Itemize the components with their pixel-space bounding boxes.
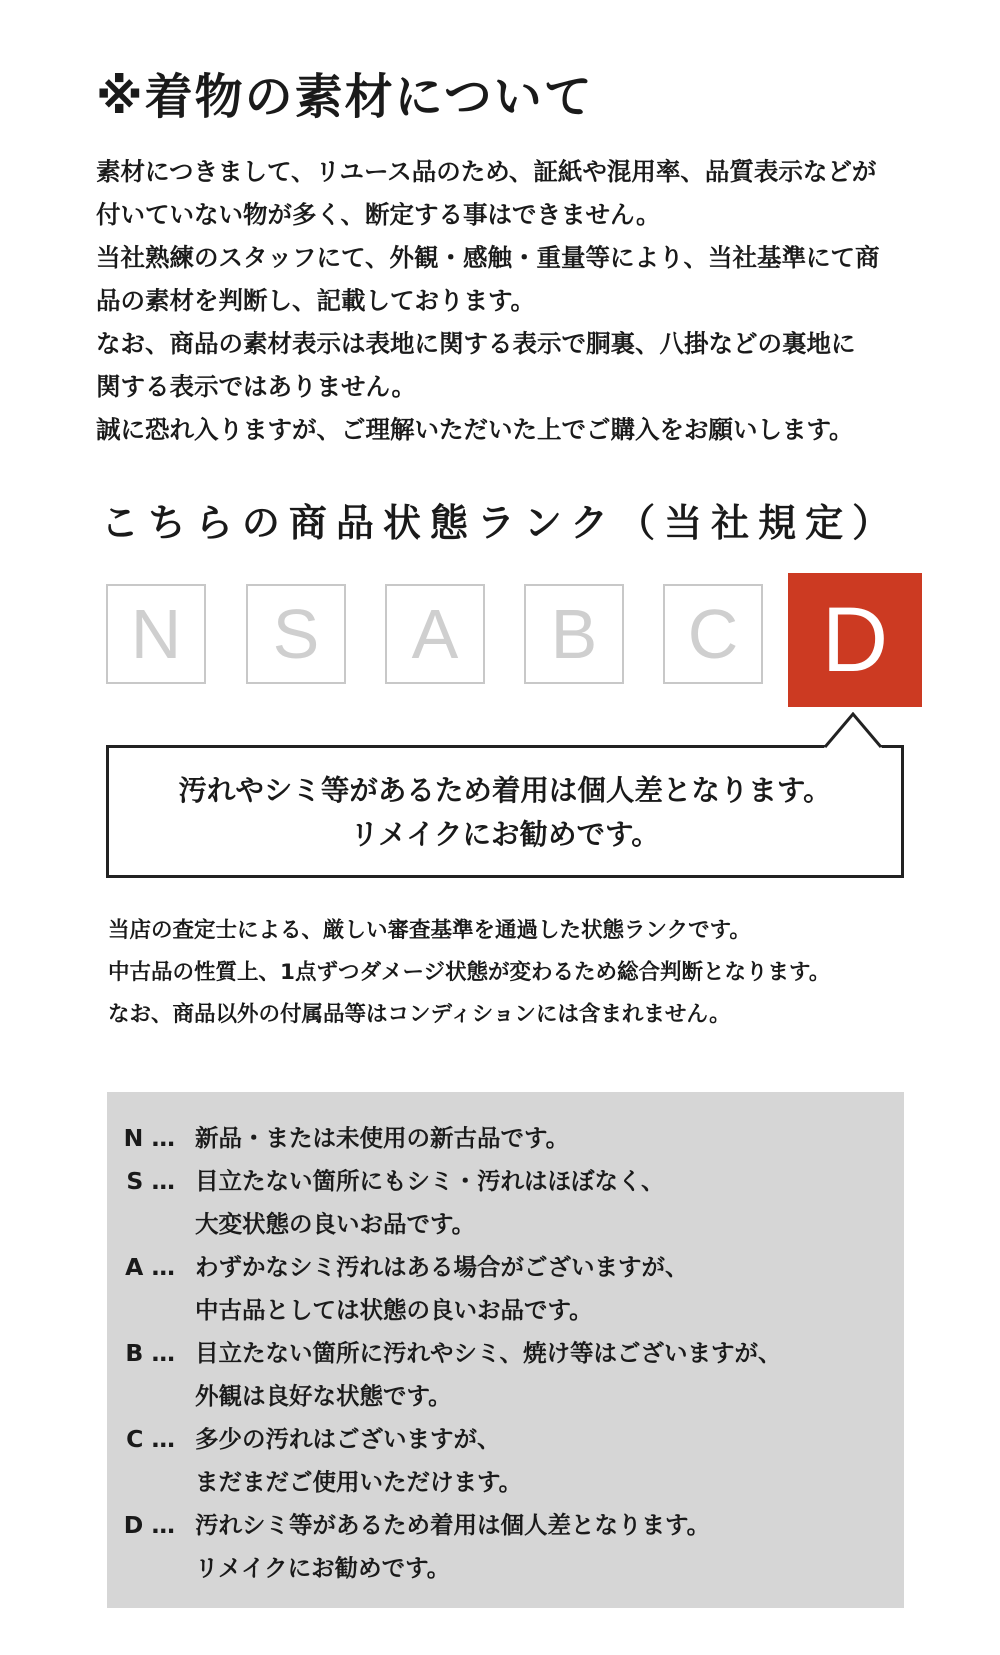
legend-line: まだまだご使用いただけます。 — [195, 1468, 523, 1496]
legend-line: 目立たない箇所に汚れやシミ、焼け等はございますが、 — [195, 1339, 782, 1367]
legend-text — [185, 1504, 710, 1590]
note-line: なお、商品以外の付属品等はコンディションには含まれません。 — [108, 1002, 731, 1027]
intro-line: 付いていない物が多く、断定する事はできません。 — [96, 200, 661, 229]
legend-row-b — [107, 1332, 904, 1418]
legend-line: わずかなシミ汚れはある場合がございますが、 — [195, 1253, 689, 1281]
note-line: 中古品の性質上、1点ずつダメージ状態が変わるため総合判断となります。 — [108, 960, 831, 985]
intro-line: 関する表示ではありません。 — [96, 372, 416, 401]
legend-key: N … — [123, 1124, 175, 1152]
legend-row-c — [107, 1418, 904, 1504]
legend-text — [185, 1117, 569, 1160]
legend-key: D … — [123, 1511, 175, 1539]
intro-line: 品の素材を判断し、記載しております。 — [96, 286, 536, 315]
legend-row-d — [107, 1504, 904, 1590]
legend-text — [185, 1246, 689, 1332]
bubble-line-1: 汚れやシミ等があるため着用は個人差となります。 — [178, 774, 832, 807]
intro-line: 誠に恐れ入りますが、ご理解いただいた上でご購入をお願いします。 — [96, 415, 854, 444]
legend-row-n — [107, 1117, 904, 1160]
legend-text — [185, 1418, 522, 1504]
legend-key: A … — [125, 1253, 175, 1281]
rank-legend — [107, 1092, 904, 1608]
rank-notes — [108, 910, 830, 1036]
legend-row-s — [107, 1160, 904, 1246]
rank-box-d-active: D — [788, 573, 922, 707]
legend-line: 新品・または未使用の新古品です。 — [195, 1124, 570, 1152]
legend-line: 中古品としては状態の良いお品です。 — [195, 1296, 593, 1324]
legend-row-a — [107, 1246, 904, 1332]
legend-line: 大変状態の良いお品です。 — [195, 1210, 476, 1238]
legend-line: 多少の汚れはございますが、 — [195, 1425, 501, 1453]
rank-box-c: C — [663, 584, 763, 684]
bubble-line-2: リメイクにお勧めです。 — [350, 818, 660, 851]
page-title: ※着物の素材について — [96, 69, 594, 125]
legend-line: リメイクにお勧めです。 — [195, 1554, 451, 1582]
note-line: 当店の査定士による、厳しい審査基準を通過した状態ランクです。 — [108, 918, 751, 943]
intro-paragraph — [96, 150, 926, 451]
rank-description-bubble — [106, 745, 904, 878]
intro-line: なお、商品の素材表示は表地に関する表示で胴裏、八掛などの裏地に — [96, 329, 856, 358]
rank-box-s: S — [246, 584, 346, 684]
intro-line: 素材につきまして、リユース品のため、証紙や混用率、品質表示などが — [96, 157, 877, 186]
legend-key: B … — [125, 1339, 175, 1367]
bubble-pointer-icon — [824, 712, 882, 748]
legend-line: 外観は良好な状態です。 — [195, 1382, 452, 1410]
legend-line: 目立たない箇所にもシミ・汚れはほぼなく、 — [195, 1167, 665, 1195]
rank-box-b: B — [524, 584, 624, 684]
rank-heading: こちらの商品状態ランク（当社規定） — [100, 501, 900, 545]
legend-key: S … — [126, 1167, 175, 1195]
rank-box-a: A — [385, 584, 485, 684]
intro-line: 当社熟練のスタッフにて、外観・感触・重量等により、当社基準にて商 — [96, 243, 880, 272]
legend-line: 汚れシミ等があるため着用は個人差となります。 — [195, 1511, 711, 1539]
rank-box-n: N — [106, 584, 206, 684]
legend-text — [185, 1160, 665, 1246]
legend-key: C … — [126, 1425, 175, 1453]
legend-text — [185, 1332, 782, 1418]
